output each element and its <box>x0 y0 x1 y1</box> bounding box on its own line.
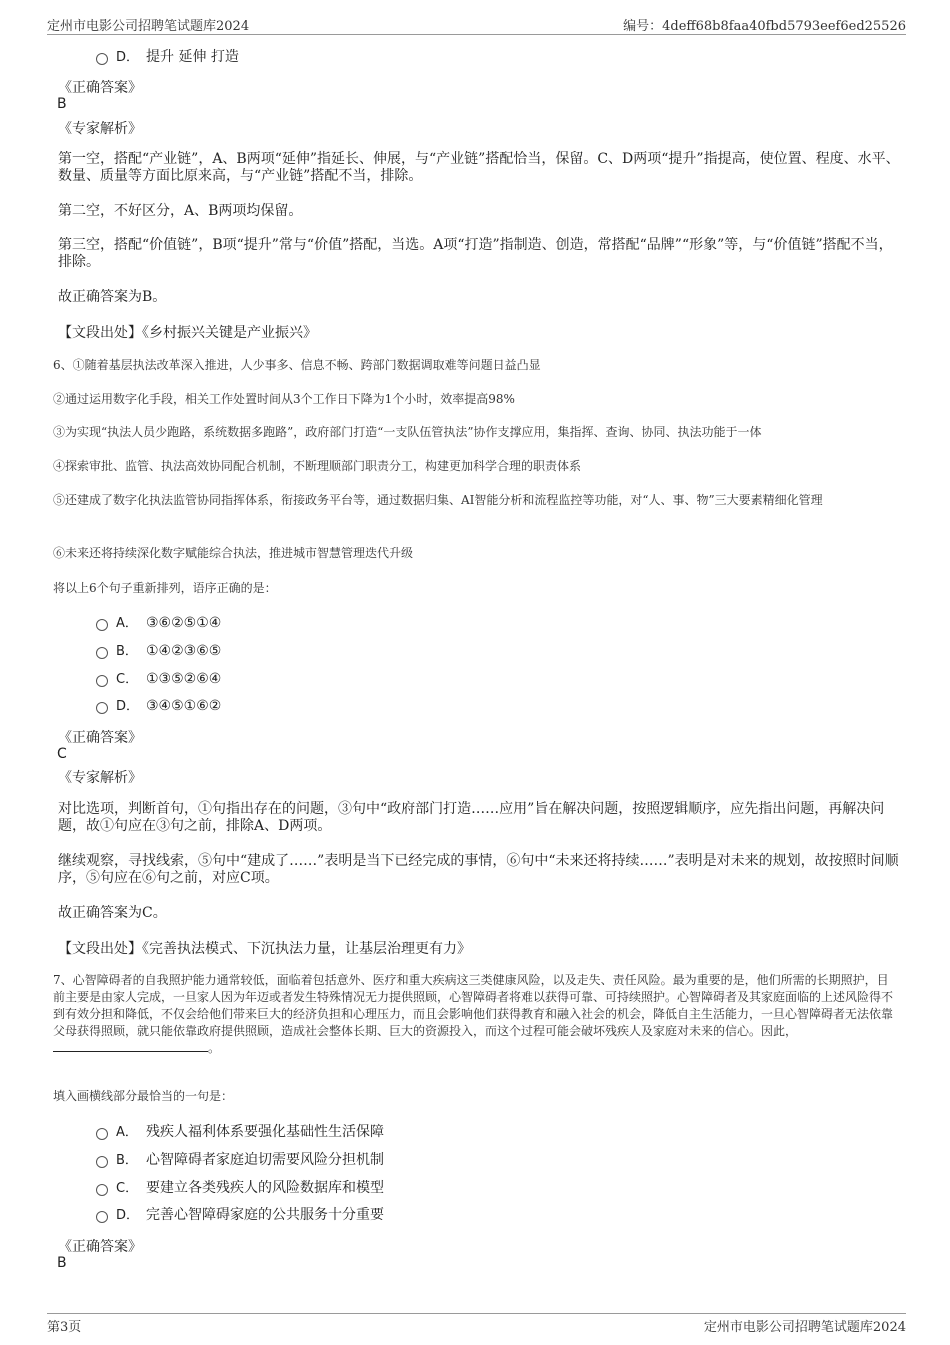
q6-analysis-label: 《专家解析》 <box>58 770 142 786</box>
q6-option-c[interactable]: C． ①③⑤②⑥④ <box>96 668 221 690</box>
radio-icon[interactable] <box>96 1156 108 1168</box>
q6-option-b[interactable]: B． ①④②③⑥⑤ <box>96 640 221 662</box>
q7-option-c[interactable]: C． 要建立各类残疾人的风险数据库和模型 <box>96 1177 384 1199</box>
q6-sentence-6: ⑥未来还将持续深化数字赋能综合执法，推进城市智慧管理迭代升级 <box>53 546 414 560</box>
q6-sentence-5: ⑤还建成了数字化执法监管协同指挥体系，衔接政务平台等，通过数据归集、AI智能分析和流程监控等功能，对“人、事、物”三大要素精细化管理 <box>53 493 823 507</box>
q5-analysis-label: 《专家解析》 <box>58 121 142 137</box>
q5-answer: B <box>57 96 67 112</box>
q6-prompt: 将以上6个句子重新排列，语序正确的是： <box>53 581 277 595</box>
q7-option-d[interactable]: D． 完善心智障碍家庭的公共服务十分重要 <box>96 1204 384 1226</box>
q5-analysis-p3: 第三空，搭配“价值链”，B项“提升”常与“价值”搭配，当选。A项“打造”指制造、创造，常搭配“品牌”“形象”等，与“价值链”搭配不当，排除。 <box>58 237 893 270</box>
q5-source: 【文段出处】《乡村振兴关键是产业振兴》 <box>58 325 317 341</box>
footer-title: 定州市电影公司招聘笔试题库2024 <box>703 1320 906 1335</box>
q6-answer-label: 《正确答案》 <box>58 730 142 746</box>
radio-icon[interactable] <box>96 702 108 714</box>
page-header <box>47 12 906 35</box>
radio-icon[interactable] <box>96 647 108 659</box>
q5-answer-label: 《正确答案》 <box>58 80 142 96</box>
q5-analysis-p2: 第二空，不好区分，A、B两项均保留。 <box>58 203 303 219</box>
q5-analysis-p4: 故正确答案为B。 <box>58 289 167 305</box>
header-title: 定州市电影公司招聘笔试题库2024 <box>47 19 250 34</box>
q6-sentence-1: 6、①随着基层执法改革深入推进，人少事多、信息不畅、跨部门数据调取难等问题日益凸显 <box>53 358 541 372</box>
page-number: 第3页 <box>47 1320 82 1335</box>
q7-stem: 7、心智障碍者的自我照护能力通常较低，面临着包括意外、医疗和重大疾病这三类健康风险，以及走失、责任风险。最为重要的是，他们所需的长期照护，目前主要是由家人完成，一旦家人因为年迈或者发生特殊情况无力提供照顾，心智障碍者将难以获得可靠、可持续照护。心智障碍者及其家庭面临的上述风险得不到有效分担和降低，不仅会给他们带来巨大的经济负担和心理压力，而且会影响他们获得教育和融入社会的机会，降低自主生活能力，一旦心智障碍者无法依靠父母获得照顾，就只能依靠政府提供照顾，造成社会整体长期、巨大的资源投入，而这个过程可能会破坏残疾人及家庭对未来的信心。因此，。 <box>53 973 894 1055</box>
q6-analysis-p2: 继续观察，寻找线索，⑤句中“建成了……”表明是当下已经完成的事情，⑥句中“未来还将持续……”表明是对未来的规划，故按照时间顺序，⑤句应在⑥句之前，对应C项。 <box>58 853 899 886</box>
q7-answer-label: 《正确答案》 <box>58 1239 142 1255</box>
q6-option-d[interactable]: D． ③④⑤①⑥② <box>96 695 221 717</box>
radio-icon[interactable] <box>96 675 108 687</box>
q6-sentence-4: ④探索审批、监管、执法高效协同配合机制，不断理顺部门职责分工，构建更加科学合理的职责体系 <box>53 459 582 473</box>
fill-blank <box>53 1040 208 1052</box>
q6-analysis-p3: 故正确答案为C。 <box>58 905 167 921</box>
q7-answer: B <box>57 1255 67 1271</box>
radio-icon[interactable] <box>96 619 108 631</box>
q6-analysis-p1: 对比选项，判断首句，①句指出存在的问题，③句中“政府部门打造……应用”旨在解决问题，按照逻辑顺序，应先指出问题，再解决问题，故①句应在③句之前，排除A、D两项。 <box>58 801 885 834</box>
q6-answer: C <box>57 746 67 762</box>
q6-option-a[interactable]: A． ③⑥②⑤①④ <box>96 612 221 634</box>
q7-prompt: 填入画横线部分最恰当的一句是： <box>53 1089 234 1103</box>
q7-option-b[interactable]: B． 心智障碍者家庭迫切需要风险分担机制 <box>96 1149 384 1171</box>
page-footer <box>47 1313 906 1334</box>
q5-analysis-p1: 第一空，搭配“产业链”，A、B两项“延伸”指延长、伸展，与“产业链”搭配恰当，保留。C、D两项“提升”指提高，使位置、程度、水平、数量、质量等方面比原来高，与“产业链”搭配不当，排除。 <box>58 151 900 184</box>
radio-icon[interactable] <box>96 1184 108 1196</box>
q6-sentence-3: ③为实现“执法人员少跑路，系统数据多跑路”，政府部门打造“一支队伍管执法”协作支撑应用，集指挥、查询、协同、执法功能于一体 <box>53 425 762 439</box>
q5-option-d[interactable]: D． 提升 延伸 打造 <box>96 46 239 68</box>
q6-source: 【文段出处】《完善执法模式、下沉执法力量，让基层治理更有力》 <box>58 941 471 957</box>
q7-option-a[interactable]: A． 残疾人福利体系要强化基础性生活保障 <box>96 1121 384 1143</box>
radio-icon[interactable] <box>96 1128 108 1140</box>
q6-sentence-2: ②通过运用数字化手段，相关工作处置时间从3个工作日下降为1个小时，效率提高98% <box>53 392 515 406</box>
header-serial: 编号：4deff68b8faa40fbd5793eef6ed25526 <box>623 19 906 34</box>
radio-icon[interactable] <box>96 1211 108 1223</box>
radio-icon[interactable] <box>96 53 108 65</box>
